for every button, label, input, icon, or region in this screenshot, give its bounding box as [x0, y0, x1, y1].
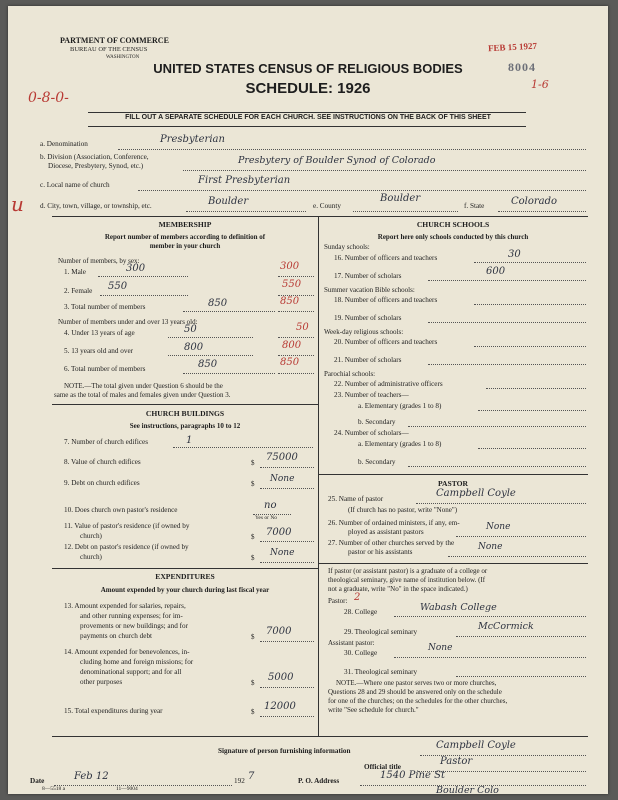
q10-label: 10. Does church own pastor's residence: [64, 506, 178, 514]
q3-value: 850: [208, 298, 228, 309]
q11-label-2: church): [80, 532, 102, 540]
expenditures-heading: EXPENDITURES: [155, 572, 215, 581]
pastor-note-4: write "See schedule for church.": [328, 706, 419, 714]
q12-dollar: $: [251, 554, 255, 562]
yes-no-hint: Yes or No: [255, 515, 278, 521]
church-name-label: c. Local name of church: [40, 181, 110, 189]
q25-label: 25. Name of pastor: [328, 495, 384, 503]
margin-note-top-left: 0-8-0-: [28, 90, 69, 106]
q14-label-3: denominational support; and for all: [80, 668, 182, 676]
church-name-value: First Presbyterian: [198, 175, 291, 186]
buildings-sub: See instructions, paragraphs 10 to 12: [129, 422, 241, 430]
q3-red-value: 850: [280, 296, 300, 307]
q4-value: 50: [184, 324, 197, 335]
by-age-label: Number of members under and over 13 years old:: [58, 318, 198, 326]
q11-dollar: $: [251, 533, 255, 541]
form-number: 8—5518 a: [42, 786, 66, 792]
q27-label: 27. Number of other churches served by the: [328, 539, 455, 547]
q29-label: 29. Theological seminary: [344, 628, 418, 636]
q9-dollar: $: [251, 480, 255, 488]
q16-value: 30: [508, 249, 521, 260]
q14-label-2: cluding home and foreign missions; for: [80, 658, 194, 666]
q11-value: 7000: [266, 527, 292, 538]
membership-note: NOTE.—The total given under Question 6 should be the: [64, 382, 223, 390]
q15-dollar: $: [251, 708, 255, 716]
q4-label: 4. Under 13 years of age: [64, 329, 135, 337]
pastor-label: Pastor:: [328, 597, 348, 605]
q2-value: 550: [108, 281, 128, 292]
stamp-number: 8004: [508, 60, 536, 74]
date-value: Feb 12: [74, 771, 109, 782]
q7-label: 7. Number of church edifices: [64, 438, 149, 446]
signature-label: Signature of person furnishing information: [218, 747, 351, 755]
summer-label: Summer vacation Bible schools:: [324, 286, 415, 294]
q14-dollar: $: [251, 679, 255, 687]
po-address-value-2: Boulder Colo: [436, 785, 499, 794]
q13-label-4: payments on church debt: [80, 632, 153, 640]
q10-value: no: [264, 500, 277, 511]
q25-value: Campbell Coyle: [436, 488, 516, 499]
q16-label: 16. Number of officers and teachers: [334, 254, 438, 262]
q6-red-value: 850: [280, 357, 300, 368]
pastor-note-2: Questions 28 and 29 should be answered only on the schedule: [328, 688, 502, 696]
q30-label: 30. College: [344, 649, 378, 657]
q23-label: 23. Number of teachers—: [334, 391, 409, 399]
q7-value: 1: [186, 435, 193, 446]
signature-value: Campbell Coyle: [436, 740, 516, 751]
q1-value: 300: [126, 263, 146, 274]
q11-label: 11. Value of pastor's residence (if owned by: [64, 522, 190, 530]
q13-dollar: $: [251, 633, 255, 641]
q23b-label: b. Secondary: [358, 418, 396, 426]
q14-label-4: other purposes: [80, 678, 123, 686]
po-address-label: P. O. Address: [298, 777, 340, 785]
q6-label: 6. Total number of members: [64, 365, 146, 373]
q24b-label: b. Secondary: [358, 458, 396, 466]
parochial-label: Parochial schools:: [324, 370, 376, 378]
weekday-label: Week-day religious schools:: [324, 328, 404, 336]
schools-intro: Report here only schools conducted by this church: [377, 233, 529, 241]
q26-label: 26. Number of ordained ministers, if any, em-: [328, 519, 460, 527]
q26-label-2: ployed as assistant pastors: [348, 528, 424, 536]
q20-label: 20. Number of officers and teachers: [334, 338, 438, 346]
pastor-heading: PASTOR: [437, 479, 469, 488]
schedule-title: SCHEDULE: 1926: [245, 80, 371, 97]
q9-value: None: [270, 474, 295, 484]
denomination-value: Presbyterian: [160, 134, 225, 145]
q26-value: None: [486, 522, 511, 532]
q3-label: 3. Total number of members: [64, 303, 146, 311]
official-title-value: Pastor: [440, 756, 473, 767]
margin-note-top-right: 1-6: [531, 78, 549, 91]
q9-label: 9. Debt on church edifices: [64, 479, 140, 487]
q13-value: 7000: [266, 626, 292, 637]
q8-label: 8. Value of church edifices: [64, 458, 141, 466]
expenditures-sub: Amount expended by your church during last fiscal year: [100, 586, 270, 594]
city-label: d. City, town, village, or township, etc.: [40, 202, 152, 210]
buildings-heading: CHURCH BUILDINGS: [145, 409, 225, 418]
q21-label: 21. Number of scholars: [334, 356, 402, 364]
q1-red-value: 300: [280, 261, 300, 272]
q28-value: Wabash College: [420, 602, 497, 613]
q19-label: 19. Number of scholars: [334, 314, 402, 322]
q12-label: 12. Debt on pastor's residence (if owned by: [64, 543, 189, 551]
census-form: [8, 6, 608, 794]
q13-label-2: and other running expenses; for im-: [80, 612, 183, 620]
q15-value: 12000: [264, 701, 296, 712]
schools-heading: CHURCH SCHOOLS: [416, 220, 490, 229]
q13-label-3: provements or new buildings; and for: [80, 622, 188, 630]
college-note: If pastor (or assistant pastor) is a graduate of a college or: [328, 567, 488, 575]
q15-label: 15. Total expenditures during year: [64, 707, 163, 715]
bureau-name: BUREAU OF THE CENSUS: [70, 46, 148, 53]
q2-red-value: 550: [282, 279, 302, 290]
q25-note: (If church has no pastor, write "None"): [348, 506, 458, 514]
city-value: Boulder: [208, 196, 249, 207]
pastor-note: NOTE.—Where one pastor serves two or more churches,: [336, 679, 497, 687]
q24-label: 24. Number of scholars—: [334, 429, 409, 437]
college-note-3: not a graduate, write "No" in the space indicated.): [328, 585, 468, 593]
q1-label: 1. Male: [64, 268, 86, 276]
county-value: Boulder: [380, 193, 421, 204]
date-label: Date: [30, 777, 45, 785]
q6-value: 850: [198, 359, 218, 370]
q8-dollar: $: [251, 459, 255, 467]
membership-intro-2: member in your church: [149, 242, 221, 250]
q30-value: None: [428, 643, 453, 653]
q13-label: 13. Amount expended for salaries, repairs,: [64, 602, 186, 610]
denomination-label: a. Denomination: [40, 140, 88, 148]
year-value: 7: [248, 771, 255, 782]
q14-label: 14. Amount expended for benevolences, in-: [64, 648, 190, 656]
pastor-mark: 2: [354, 592, 361, 603]
q28-label: 28. College: [344, 608, 378, 616]
q31-label: 31. Theological seminary: [344, 668, 418, 676]
margin-note-left: u: [11, 192, 24, 216]
state-value: Colorado: [511, 196, 558, 207]
po-address-value: 1540 Pine St: [380, 770, 445, 781]
official-title-label: Official title: [364, 763, 401, 771]
q24a-label: a. Elementary (grades 1 to 8): [358, 440, 442, 448]
q27-label-2: pastor or his assistants: [348, 548, 413, 556]
form-instruction: FILL OUT A SEPARATE SCHEDULE FOR EACH CHURCH. SEE INSTRUCTIONS ON THE BACK OF THIS SHEET: [125, 114, 491, 121]
membership-intro: Report number of members according to definition of: [104, 233, 266, 241]
q27-value: None: [478, 542, 503, 552]
q29-value: McCormick: [478, 621, 534, 632]
q5-label: 5. 13 years old and over: [64, 347, 134, 355]
received-stamp: FEB 15 1927: [487, 40, 538, 54]
county-label: e. County: [313, 202, 341, 210]
form-number-2: 11—9004: [116, 786, 138, 792]
department-name: PARTMENT OF COMMERCE: [60, 36, 169, 45]
form-title: UNITED STATES CENSUS OF RELIGIOUS BODIES: [153, 61, 463, 76]
q12-value: None: [270, 548, 295, 558]
q17-value: 600: [486, 266, 506, 277]
year-prefix: 192: [234, 777, 245, 785]
q22-label: 22. Number of administrative officers: [334, 380, 443, 388]
q5-red-value: 800: [282, 340, 302, 351]
membership-heading: MEMBERSHIP: [158, 220, 212, 229]
city-name: WASHINGTON: [106, 55, 140, 60]
college-note-2: theological seminary, give name of institution below. (If: [328, 576, 486, 584]
q17-label: 17. Number of scholars: [334, 272, 402, 280]
q23a-label: a. Elementary (grades 1 to 8): [358, 402, 442, 410]
division-value: Presbytery of Boulder Synod of Colorado: [238, 155, 436, 166]
state-label: f. State: [464, 202, 485, 210]
by-sex-label: Number of members, by sex:: [58, 257, 140, 265]
assistant-label: Assistant pastor:: [328, 639, 375, 647]
division-label: b. Division (Association, Conference,: [40, 153, 149, 161]
q5-value: 800: [184, 342, 204, 353]
q2-label: 2. Female: [64, 287, 93, 295]
q8-value: 75000: [266, 452, 298, 463]
q12-label-2: church): [80, 553, 102, 561]
q4-red-value: 50: [296, 322, 309, 333]
q18-label: 18. Number of officers and teachers: [334, 296, 438, 304]
q14-value: 5000: [268, 672, 294, 683]
pastor-note-3: for one of the churches; on the schedules for the other churches,: [328, 697, 508, 705]
division-label-2: Diocese, Presbytery, Synod, etc.): [48, 162, 144, 170]
membership-note-2: same as the total of males and females given under Question 3.: [54, 391, 231, 399]
sunday-label: Sunday schools:: [324, 243, 370, 251]
